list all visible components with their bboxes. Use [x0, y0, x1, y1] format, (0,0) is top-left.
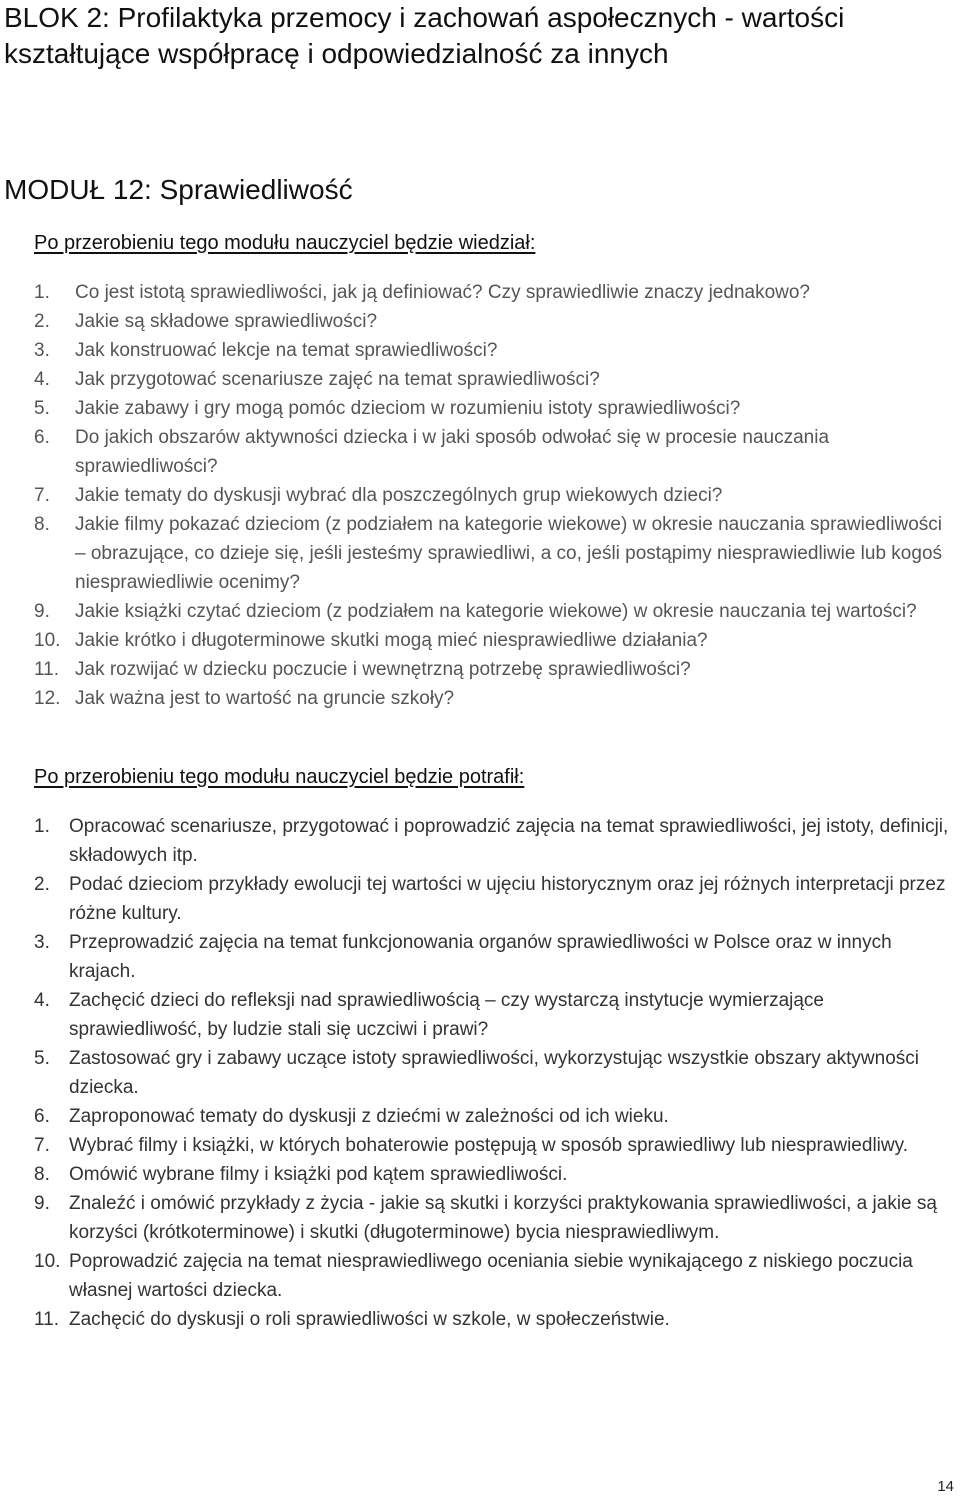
list-item-number: 3.: [34, 932, 50, 953]
list-item: [34, 1247, 954, 1305]
list-item-number: 6.: [34, 1106, 50, 1127]
list-item-text: Zastosować gry i zabawy uczące istoty sprawiedliwości, wykorzystując wszystkie obszary aktywności dziecka.: [69, 1048, 919, 1098]
list-item-text: Jakie zabawy i gry mogą pomóc dzieciom w rozumieniu istoty sprawiedliwości?: [75, 398, 741, 419]
list-item-number: 2.: [34, 874, 50, 895]
list-item: [34, 278, 954, 307]
list-item: [34, 307, 954, 336]
list-item: [34, 1044, 954, 1102]
list-item: [34, 928, 954, 986]
list-item-number: 9.: [34, 601, 50, 622]
list-item-text: Co jest istotą sprawiedliwości, jak ją definiować? Czy sprawiedliwie znaczy jednakowo?: [75, 282, 810, 303]
list-item-number: 11.: [34, 659, 60, 680]
list-item: [34, 1131, 954, 1160]
list-item: [34, 510, 954, 597]
list-item-text: Podać dzieciom przykłady ewolucji tej wartości w ujęciu historycznym oraz jej różnych interpretacji przez różne kultury.: [69, 874, 946, 924]
list-item-text: Jakie są składowe sprawiedliwości?: [75, 311, 378, 332]
list-item: [34, 684, 954, 713]
list-item: [34, 626, 954, 655]
list-item-text: Jakie krótko i długoterminowe skutki mogą mieć niesprawiedliwe działania?: [75, 630, 708, 651]
list-item: [34, 1189, 954, 1247]
list-item-text: Wybrać filmy i książki, w których bohaterowie postępują w sposób sprawiedliwy lub niesprawiedliwy.: [69, 1135, 908, 1156]
list-item-text: Jak rozwijać w dziecku poczucie i wewnętrzną potrzebę sprawiedliwości?: [75, 659, 691, 680]
list-item-number: 9.: [34, 1193, 50, 1214]
page-number: 14: [937, 1478, 954, 1495]
list-item-text: Znaleźć i omówić przykłady z życia - jakie są skutki i korzyści praktykowania sprawiedliwości, a jakie są korzyści (krótkoterminowe) i skutki (długoterminowe) bycia niesprawiedliwym.: [69, 1193, 937, 1243]
skills-heading: Po przerobieniu tego modułu nauczyciel będzie potrafił:: [34, 766, 525, 788]
list-item: [34, 870, 954, 928]
list-item-text: Zachęcić dzieci do refleksji nad sprawiedliwością – czy wystarczą instytucje wymierzające sprawiedliwość, by ludzie stali się uczciwi i prawi?: [69, 990, 824, 1040]
list-item: [34, 336, 954, 365]
list-item: [34, 394, 954, 423]
list-item: [34, 481, 954, 510]
list-item-text: Przeprowadzić zajęcia na temat funkcjonowania organów sprawiedliwości w Polsce oraz w innych krajach.: [69, 932, 892, 982]
list-item-number: 7.: [34, 485, 50, 506]
list-item-number: 10.: [34, 1251, 61, 1272]
list-item-text: Omówić wybrane filmy i książki pod kątem sprawiedliwości.: [69, 1164, 568, 1185]
list-item-number: 1.: [34, 816, 50, 837]
list-item-number: 6.: [34, 427, 50, 448]
list-item-text: Jakie książki czytać dzieciom (z podziałem na kategorie wiekowe) w okresie nauczania tej wartości?: [75, 601, 917, 622]
knowledge-heading: Po przerobieniu tego modułu nauczyciel będzie wiedział:: [34, 232, 536, 254]
list-item: [34, 597, 954, 626]
list-item-text: Jak przygotować scenariusze zajęć na temat sprawiedliwości?: [75, 369, 600, 390]
list-item-number: 1.: [34, 282, 50, 303]
list-item-number: 11.: [34, 1309, 60, 1330]
list-item: [34, 423, 954, 481]
knowledge-list: [34, 278, 954, 713]
list-item-number: 3.: [34, 340, 50, 361]
list-item-text: Opracować scenariusze, przygotować i poprowadzić zajęcia na temat sprawiedliwości, jej istoty, definicji, składowych itp.: [69, 816, 949, 866]
module-title: MODUŁ 12: Sprawiedliwość: [4, 174, 353, 205]
list-item: [34, 1305, 954, 1334]
list-item-number: 4.: [34, 990, 50, 1011]
list-item-number: 5.: [34, 1048, 50, 1069]
list-item-text: Jak ważna jest to wartość na gruncie szkoły?: [75, 688, 455, 709]
list-item-number: 12.: [34, 688, 61, 709]
list-item-number: 4.: [34, 369, 50, 390]
list-item-number: 5.: [34, 398, 50, 419]
skills-list: [34, 812, 954, 1334]
list-item: [34, 1102, 954, 1131]
list-item-text: Jakie filmy pokazać dzieciom (z podziałem na kategorie wiekowe) w okresie nauczania sprawiedliwości – obrazujące, co dzieje się, jeśli jesteśmy sprawiedliwi, a co, jeśli postąpimy niesprawiedliwie lub kogoś niesprawiedliwie ocenimy?: [75, 514, 943, 593]
list-item: [34, 655, 954, 684]
list-item: [34, 986, 954, 1044]
list-item-text: Jak konstruować lekcje na temat sprawiedliwości?: [75, 340, 498, 361]
list-item-text: Jakie tematy do dyskusji wybrać dla poszczególnych grup wiekowych dzieci?: [75, 485, 723, 506]
list-item-text: Zaproponować tematy do dyskusji z dziećmi w zależności od ich wieku.: [69, 1106, 669, 1127]
list-item-number: 8.: [34, 514, 50, 535]
list-item: [34, 365, 954, 394]
list-item-number: 10.: [34, 630, 61, 651]
list-item: [34, 812, 954, 870]
list-item-text: Poprowadzić zajęcia na temat niesprawiedliwego oceniania siebie wynikającego z niskiego poczucia własnej wartości dziecka.: [69, 1251, 913, 1301]
list-item: [34, 1160, 954, 1189]
block-title: BLOK 2: Profilaktyka przemocy i zachowań aspołecznych - wartości kształtujące współpracę i odpowiedzialność za innych: [4, 2, 845, 69]
list-item-text: Do jakich obszarów aktywności dziecka i w jaki sposób odwołać się w procesie nauczania sprawiedliwości?: [75, 427, 830, 477]
list-item-number: 2.: [34, 311, 50, 332]
list-item-number: 8.: [34, 1164, 50, 1185]
list-item-number: 7.: [34, 1135, 50, 1156]
list-item-text: Zachęcić do dyskusji o roli sprawiedliwości w szkole, w społeczeństwie.: [69, 1309, 670, 1330]
